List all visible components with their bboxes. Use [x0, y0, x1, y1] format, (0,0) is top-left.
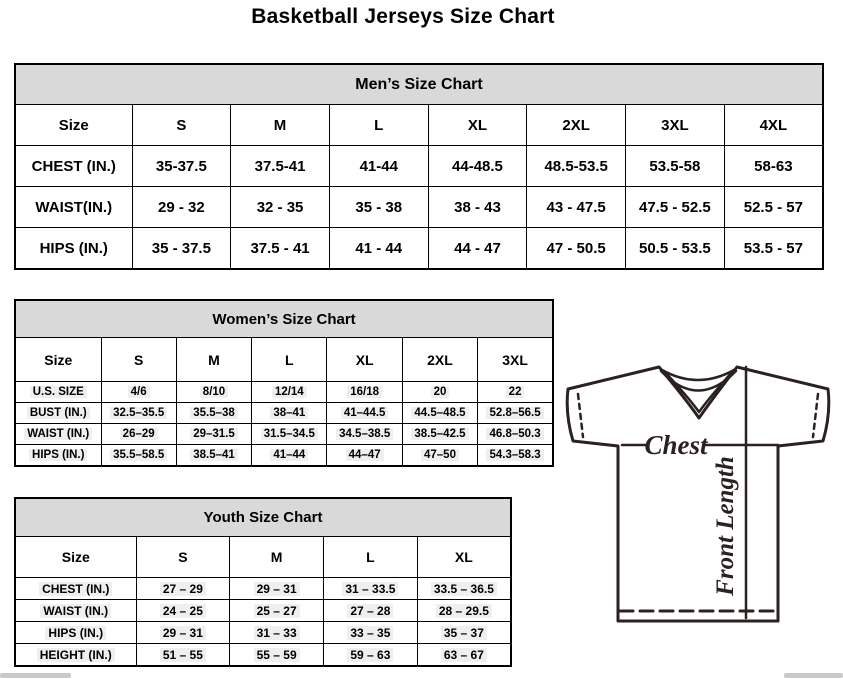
size-value-cell: 35.5–38 [176, 403, 251, 424]
size-value-cell: 28 – 29.5 [417, 600, 511, 622]
size-value-cell: 35 - 38 [329, 187, 428, 228]
size-value-cell: 31 – 33 [230, 622, 324, 644]
size-value-cell: 51 – 55 [136, 644, 230, 667]
size-value-cell: 47–50 [402, 445, 477, 467]
size-value-cell: 38 - 43 [428, 187, 527, 228]
size-value-cell: 55 – 59 [230, 644, 324, 667]
size-value-cell: 43 - 47.5 [527, 187, 626, 228]
size-column-header: 3XL [478, 338, 553, 382]
size-column-header: 2XL [402, 338, 477, 382]
size-column-header: M [176, 338, 251, 382]
size-column-header: L [324, 537, 418, 578]
size-value-cell: 25 – 27 [230, 600, 324, 622]
size-column-header: XL [327, 338, 402, 382]
size-value-cell: 44-48.5 [428, 146, 527, 187]
size-column-header: 2XL [527, 105, 626, 146]
size-header-label: Size [15, 338, 101, 382]
size-value-cell: 27 – 28 [324, 600, 418, 622]
size-value-cell: 29 – 31 [230, 578, 324, 600]
size-value-cell: 16/18 [327, 382, 402, 403]
size-value-cell: 38.5–42.5 [402, 424, 477, 445]
size-value-cell: 12/14 [252, 382, 327, 403]
row-label: HEIGHT (IN.) [15, 644, 136, 667]
size-value-cell: 35-37.5 [132, 146, 231, 187]
size-value-cell: 24 – 25 [136, 600, 230, 622]
size-value-cell: 35 - 37.5 [132, 228, 231, 270]
size-value-cell: 26–29 [101, 424, 176, 445]
size-value-cell: 58-63 [724, 146, 823, 187]
womens-size-chart-table [14, 299, 554, 467]
mens-size-chart-table [14, 63, 824, 270]
size-value-cell: 53.5 - 57 [724, 228, 823, 270]
row-label: WAIST (IN.) [15, 600, 136, 622]
size-value-cell: 29 - 32 [132, 187, 231, 228]
size-value-cell: 47.5 - 52.5 [626, 187, 725, 228]
size-column-header: S [136, 537, 230, 578]
size-value-cell: 4/6 [101, 382, 176, 403]
size-value-cell: 59 – 63 [324, 644, 418, 667]
size-column-header: M [231, 105, 330, 146]
size-value-cell: 38–41 [252, 403, 327, 424]
size-column-header: M [230, 537, 324, 578]
size-value-cell: 32 - 35 [231, 187, 330, 228]
size-value-cell: 48.5-53.5 [527, 146, 626, 187]
size-value-cell: 41–44.5 [327, 403, 402, 424]
size-column-header: L [252, 338, 327, 382]
womens-table-title: Women’s Size Chart [15, 300, 553, 338]
size-column-header: L [329, 105, 428, 146]
size-value-cell: 44–47 [327, 445, 402, 467]
horizontal-scrollbar-thumb-left[interactable] [0, 673, 71, 678]
size-header-label: Size [15, 537, 136, 578]
row-label: CHEST (IN.) [15, 578, 136, 600]
row-label: U.S. SIZE [15, 382, 101, 403]
size-value-cell: 27 – 29 [136, 578, 230, 600]
youth-size-chart-table [14, 497, 512, 667]
size-value-cell: 31.5–34.5 [252, 424, 327, 445]
size-value-cell: 8/10 [176, 382, 251, 403]
size-value-cell: 38.5–41 [176, 445, 251, 467]
size-value-cell: 46.8–50.3 [478, 424, 553, 445]
size-value-cell: 41–44 [252, 445, 327, 467]
size-value-cell: 20 [402, 382, 477, 403]
front-length-label: Front Length [712, 456, 739, 596]
size-value-cell: 52.8–56.5 [478, 403, 553, 424]
jersey-measurement-diagram [556, 354, 843, 646]
size-value-cell: 32.5–35.5 [101, 403, 176, 424]
size-column-header: S [132, 105, 231, 146]
size-value-cell: 37.5 - 41 [231, 228, 330, 270]
row-label: HIPS (IN.) [15, 445, 101, 467]
size-value-cell: 35.5–58.5 [101, 445, 176, 467]
size-value-cell: 33 – 35 [324, 622, 418, 644]
row-label: CHEST (IN.) [15, 146, 132, 187]
row-label: WAIST(IN.) [15, 187, 132, 228]
size-value-cell: 34.5–38.5 [327, 424, 402, 445]
size-value-cell: 50.5 - 53.5 [626, 228, 725, 270]
size-value-cell: 33.5 – 36.5 [417, 578, 511, 600]
size-column-header: XL [428, 105, 527, 146]
size-value-cell: 52.5 - 57 [724, 187, 823, 228]
size-column-header: S [101, 338, 176, 382]
size-value-cell: 37.5-41 [231, 146, 330, 187]
row-label: WAIST (IN.) [15, 424, 101, 445]
size-header-label: Size [15, 105, 132, 146]
size-value-cell: 47 - 50.5 [527, 228, 626, 270]
chest-label: Chest [644, 430, 708, 460]
row-label: HIPS (IN.) [15, 228, 132, 270]
size-column-header: 4XL [724, 105, 823, 146]
size-value-cell: 41-44 [329, 146, 428, 187]
size-value-cell: 44 - 47 [428, 228, 527, 270]
size-value-cell: 31 – 33.5 [324, 578, 418, 600]
page-title: Basketball Jerseys Size Chart [251, 5, 555, 28]
size-value-cell: 63 – 67 [417, 644, 511, 667]
youth-table-title: Youth Size Chart [15, 498, 511, 537]
size-value-cell: 29–31.5 [176, 424, 251, 445]
horizontal-scrollbar-thumb-right[interactable] [784, 673, 843, 678]
size-value-cell: 44.5–48.5 [402, 403, 477, 424]
size-value-cell: 53.5-58 [626, 146, 725, 187]
size-value-cell: 35 – 37 [417, 622, 511, 644]
size-value-cell: 29 – 31 [136, 622, 230, 644]
size-value-cell: 22 [478, 382, 553, 403]
size-column-header: XL [417, 537, 511, 578]
size-value-cell: 41 - 44 [329, 228, 428, 270]
row-label: HIPS (IN.) [15, 622, 136, 644]
jersey-outline [567, 367, 829, 621]
size-value-cell: 54.3–58.3 [478, 445, 553, 467]
size-column-header: 3XL [626, 105, 725, 146]
mens-table-title: Men’s Size Chart [15, 64, 823, 105]
row-label: BUST (IN.) [15, 403, 101, 424]
